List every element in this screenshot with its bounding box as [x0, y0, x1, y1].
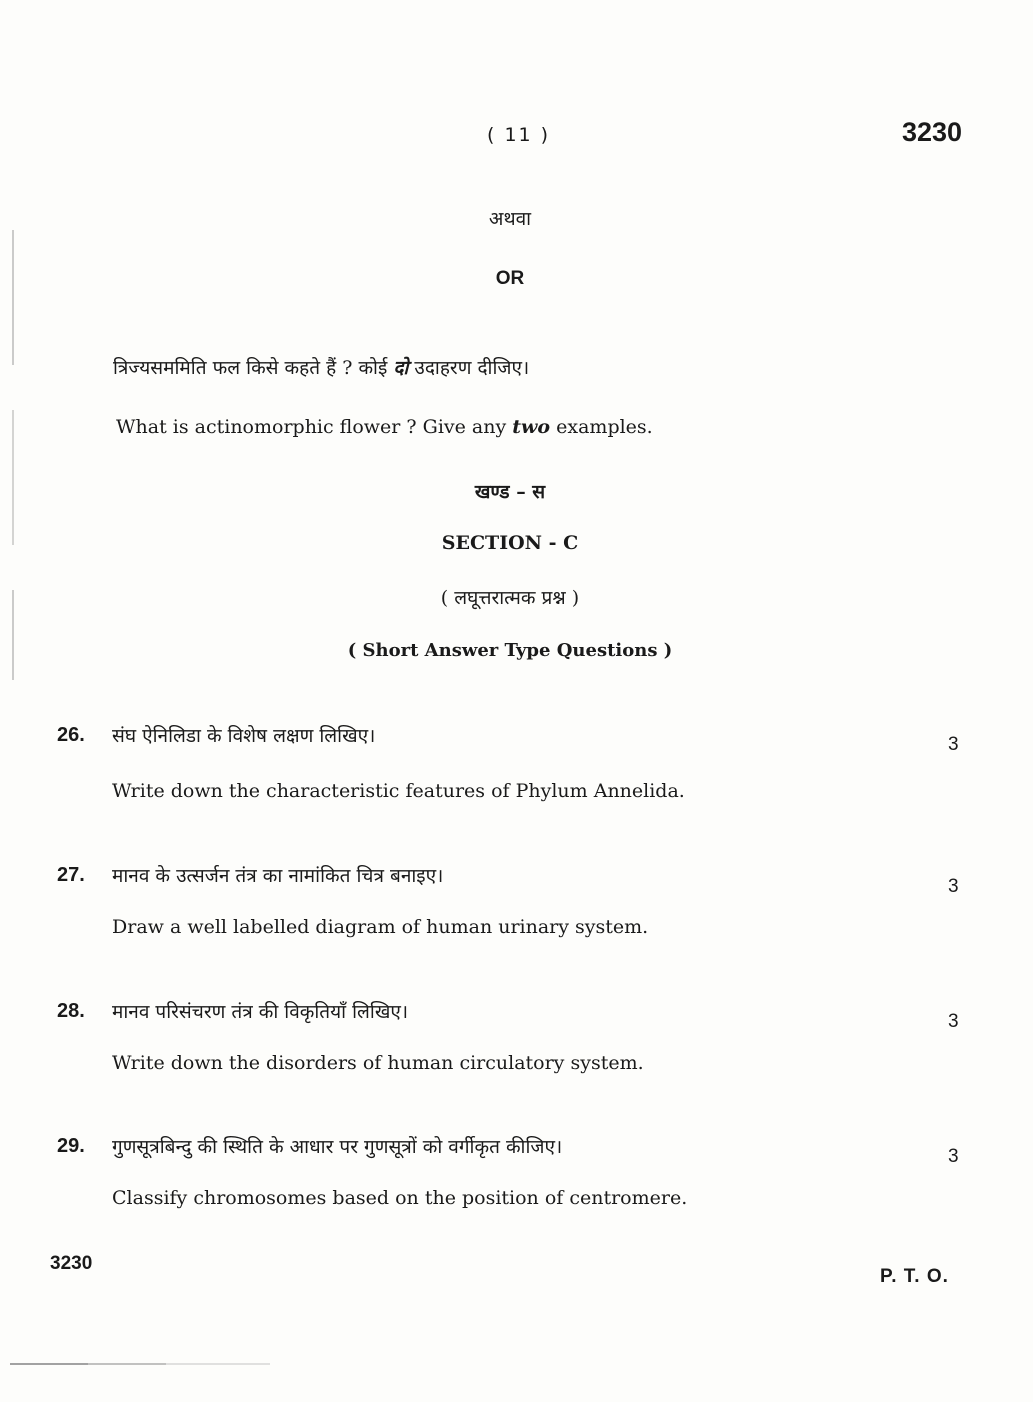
question-marks: 3: [948, 876, 959, 897]
question-marks: 3: [948, 734, 959, 755]
alternative-question-english-start: What is actinomorphic flower ? Give any: [116, 416, 507, 438]
question-hindi: संघ ऐनिलिडा के विशेष लक्षण लिखिए।: [112, 725, 376, 747]
question-number: 28.: [57, 1000, 85, 1022]
question-english: Classify chromosomes based on the position of centromere.: [112, 1187, 688, 1209]
question-hindi: मानव परिसंचरण तंत्र की विकृतियाँ लिखिए।: [112, 1001, 409, 1023]
question-marks: 3: [948, 1146, 959, 1167]
alternative-question-hindi-start: त्रिज्यसममिति फल किसे कहते हैं ? कोई: [113, 357, 388, 379]
paper-code-header: 3230: [902, 117, 963, 147]
question-hindi: गुणसूत्रबिन्दु की स्थिति के आधार पर गुणसूत्रों को वर्गीकृत कीजिए।: [112, 1136, 563, 1158]
question-type: ( Short Answer Type Questions ): [347, 640, 673, 661]
alternative-question-english-end: examples.: [556, 416, 653, 438]
alternative-question-hindi-end: उदाहरण दीजिए।: [414, 357, 530, 379]
question-type-hindi: ( लघूत्तरात्मक प्रश्न ): [440, 587, 580, 609]
section-title: SECTION - C: [441, 532, 579, 554]
question-number: 26.: [57, 724, 85, 746]
question-english: Write down the characteristic features of Phylum Annelida.: [112, 780, 685, 802]
please-turn-over: P. T. O.: [880, 1266, 949, 1287]
alternative-question-english-emphasis: two: [512, 416, 551, 438]
question-marks: 3: [948, 1011, 959, 1032]
question-number: 27.: [57, 864, 85, 886]
scan-bottom-mark: [10, 1363, 270, 1365]
paper-code-footer: 3230: [50, 1253, 93, 1274]
alternative-question-hindi: [113, 354, 529, 380]
scan-edge-mark: [12, 230, 14, 680]
section-title-hindi: खण्ड – स: [474, 481, 546, 503]
or-label: OR: [495, 268, 525, 289]
question-number: 29.: [57, 1135, 85, 1157]
question-hindi: मानव के उत्सर्जन तंत्र का नामांकित चित्र बनाइए।: [112, 865, 444, 887]
or-label-hindi: अथवा: [488, 208, 532, 230]
question-english: Draw a well labelled diagram of human urinary system.: [112, 916, 649, 938]
alternative-question-english: [116, 416, 653, 438]
page-number: ( 11 ): [487, 124, 551, 146]
question-english: Write down the disorders of human circulatory system.: [112, 1052, 644, 1074]
alternative-question-hindi-emphasis: दो: [393, 357, 409, 379]
